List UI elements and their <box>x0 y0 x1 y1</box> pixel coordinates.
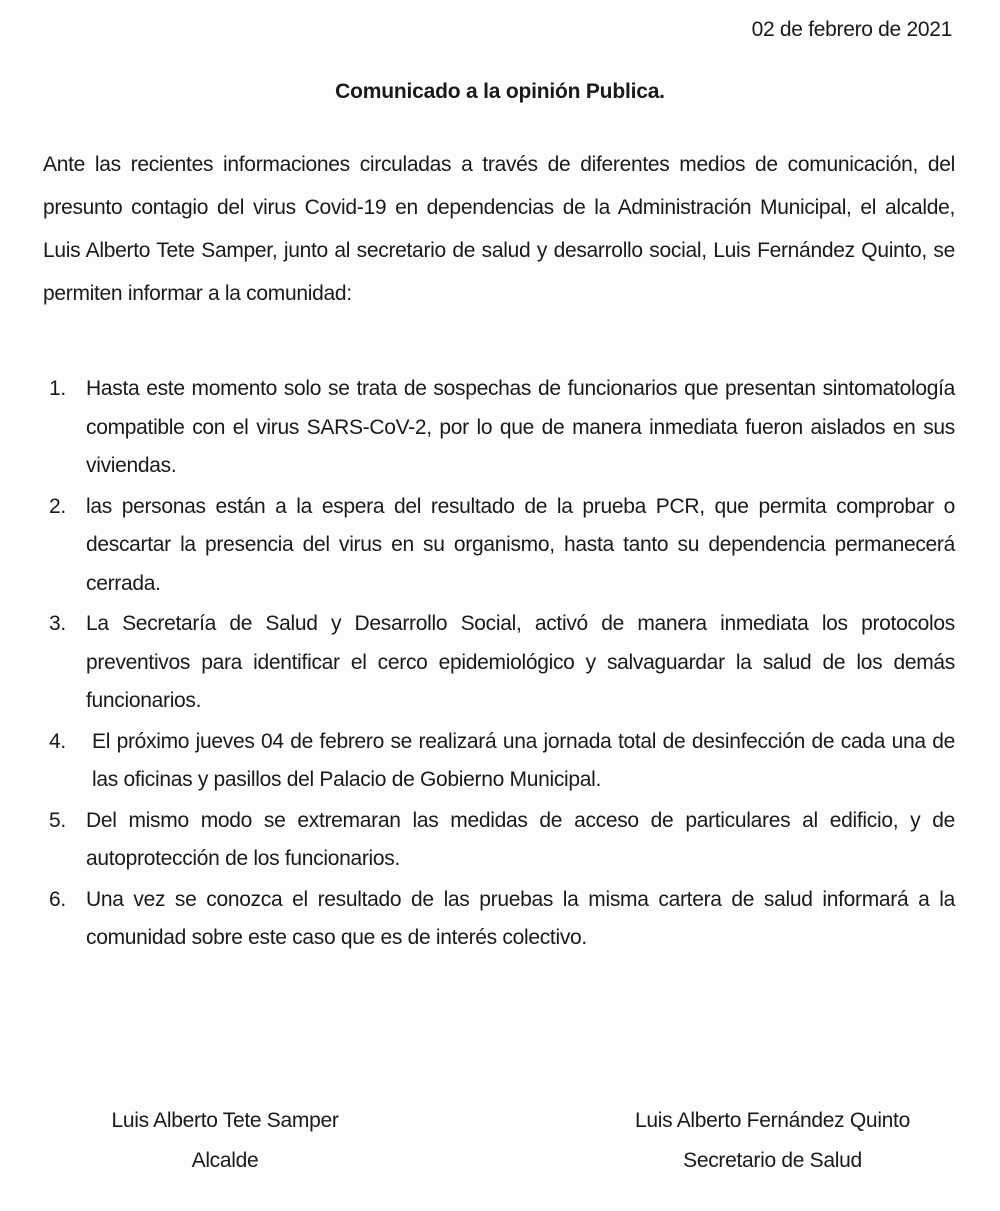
signature-role: Secretario de Salud <box>683 1149 862 1172</box>
list-item-text: Del mismo modo se extremaran las medidas de acceso de particulares al edificio, y de autoprotección de los funcionarios. <box>86 808 955 870</box>
signature-name: Luis Alberto Fernández Quinto <box>635 1109 910 1132</box>
list-item-text: Una vez se conozca el resultado de las pruebas la misma cartera de salud informará a la comunidad sobre este caso que es de interés colectivo. <box>86 887 955 949</box>
list-item-text: La Secretaría de Salud y Desarrollo Social, activó de manera inmediata los protocolos preventivos para identificar el cerco epidemiológico y salvaguardar la salud de los demás funcionarios. <box>86 612 955 712</box>
list-item <box>43 370 955 486</box>
intro-paragraph: Ante las recientes informaciones circuladas a través de diferentes medios de comunicación, del presunto contagio del virus Covid-19 en dependencias de la Administración Municipal, el alcalde, Luis Alberto Tete Samper, junto al secretario de salud y desarrollo social, Luis Fernández Quinto, se permiten informar a la comunidad: <box>43 153 955 305</box>
list-item-number: 5. <box>49 808 66 832</box>
list-item <box>43 802 955 879</box>
list-item-number: 4. <box>49 729 66 753</box>
signature-role: Alcalde <box>191 1149 259 1172</box>
numbered-list <box>43 370 955 960</box>
list-item-text: Hasta este momento solo se trata de sospechas de funcionarios que presentan sintomatología compatible con el virus SARS-CoV-2, por lo que de manera inmediata fueron aislados en sus viviendas. <box>86 377 955 477</box>
list-item <box>43 605 955 721</box>
list-item-text: las personas están a la espera del resultado de la prueba PCR, que permita comprobar o descartar la presencia del virus en su organismo, hasta tanto su dependencia permanecerá cerrada. <box>86 494 955 595</box>
list-item-number: 1. <box>49 377 66 400</box>
signature-name: Luis Alberto Tete Samper <box>111 1109 339 1132</box>
list-item <box>43 723 955 800</box>
list-item <box>43 881 955 958</box>
list-item-number: 2. <box>49 494 66 518</box>
list-item <box>43 488 955 604</box>
list-item-text: El próximo jueves 04 de febrero se realizará una jornada total de desinfección de cada una de las oficinas y pasillos del Palacio de Gobierno Municipal. <box>92 729 955 791</box>
document-date: 02 de febrero de 2021 <box>751 18 952 41</box>
signature-mayor <box>60 1101 390 1181</box>
list-item-number: 6. <box>49 887 66 911</box>
signature-health-secretary <box>585 1101 960 1181</box>
document-title: Comunicado a la opinión Publica. <box>335 80 665 103</box>
list-item-number: 3. <box>49 612 66 635</box>
